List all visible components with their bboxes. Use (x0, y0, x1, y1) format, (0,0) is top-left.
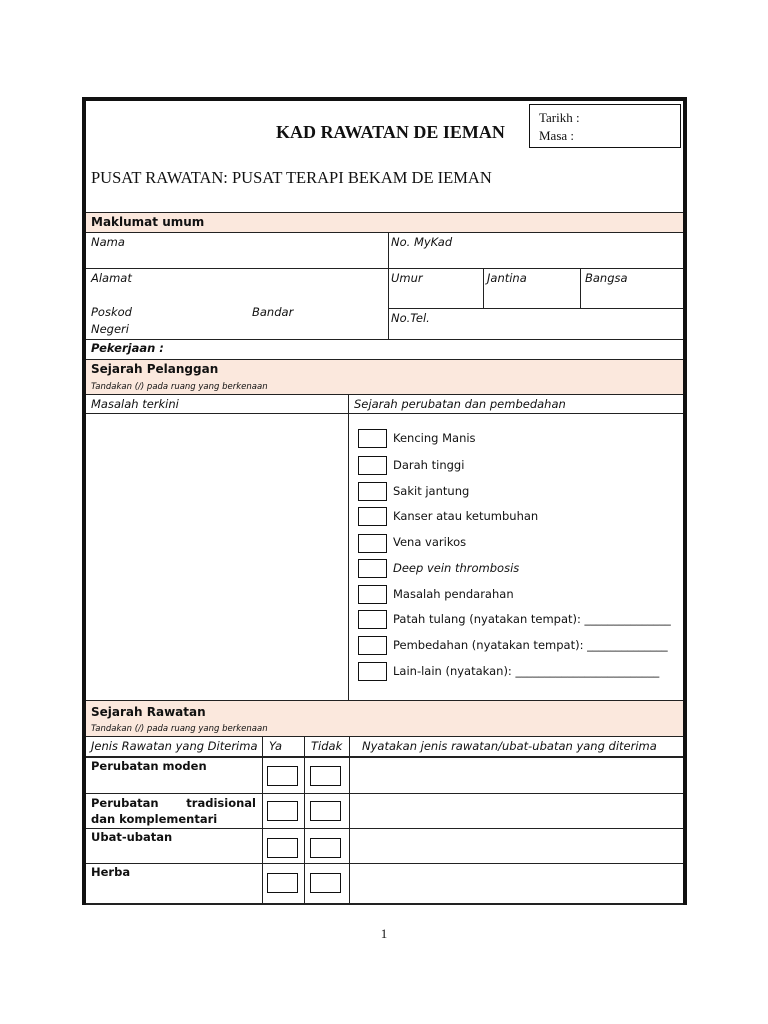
sejarah-pelanggan-note: Tandakan (/) pada ruang yang berkenaan (91, 382, 268, 392)
form-title: KAD RAWATAN DE IEMAN (276, 122, 505, 142)
checkbox-ubat-ya[interactable] (267, 838, 298, 858)
col-jenis-rawatan: Jenis Rawatan yang Diterima (91, 739, 258, 753)
pekerjaan-field[interactable]: Pekerjaan : (91, 341, 164, 355)
treatment-center: PUSAT RAWATAN: PUSAT TERAPI BEKAM DE IEMAN (91, 168, 492, 187)
checkbox-tradisional-ya[interactable] (267, 801, 298, 821)
tarikh-label[interactable]: Tarikh : (539, 110, 580, 125)
bandar-field[interactable]: Bandar (252, 305, 294, 319)
item-darah-tinggi: Darah tinggi (393, 458, 465, 472)
row-perubatan-moden: Perubatan moden (91, 759, 207, 773)
item-pembedahan: Pembedahan (nyatakan tempat): ______________ (393, 638, 668, 652)
bangsa-field[interactable]: Bangsa (585, 271, 628, 285)
checkbox-vena-varikos[interactable] (358, 534, 387, 553)
sejarah-rawatan-note: Tandakan (/) pada ruang yang berkenaan (91, 724, 268, 734)
col-ya: Ya (269, 739, 283, 753)
masa-label[interactable]: Masa : (539, 128, 575, 143)
item-patah-tulang: Patah tulang (nyatakan tempat): _______________ (393, 612, 671, 626)
checkbox-pembedahan[interactable] (358, 636, 387, 655)
page-number: 1 (380, 926, 388, 941)
item-dvt: Deep vein thrombosis (393, 561, 520, 575)
alamat-field[interactable]: Alamat (91, 271, 132, 285)
item-lain-lain: Lain-lain (nyatakan): _________________________ (393, 664, 660, 678)
jantina-field[interactable]: Jantina (487, 271, 527, 285)
checkbox-lain-lain[interactable] (358, 662, 387, 681)
checkbox-masalah-pendarahan[interactable] (358, 585, 387, 604)
poskod-field[interactable]: Poskod (91, 305, 132, 319)
checkbox-moden-ya[interactable] (267, 766, 298, 786)
checkbox-dvt[interactable] (358, 559, 387, 578)
item-masalah-pendarahan: Masalah pendarahan (393, 587, 514, 601)
maklumat-heading: Maklumat umum (91, 215, 205, 229)
col-nyatakan: Nyatakan jenis rawatan/ubat-ubatan yang diterima (362, 739, 657, 753)
checkbox-herba-tidak[interactable] (310, 873, 341, 893)
checkbox-sakit-jantung[interactable] (358, 482, 387, 501)
mykad-field[interactable]: No. MyKad (391, 235, 453, 249)
row-ubat-ubatan: Ubat-ubatan (91, 830, 173, 844)
checkbox-kanser[interactable] (358, 507, 387, 526)
checkbox-ubat-tidak[interactable] (310, 838, 341, 858)
checkbox-patah-tulang[interactable] (358, 610, 387, 629)
item-sakit-jantung: Sakit jantung (393, 484, 470, 498)
item-kanser: Kanser atau ketumbuhan (393, 509, 539, 523)
sejarah-perubatan-label: Sejarah perubatan dan pembedahan (354, 397, 566, 411)
nama-field[interactable]: Nama (91, 235, 125, 249)
checkbox-moden-tidak[interactable] (310, 766, 341, 786)
notel-field[interactable]: No.Tel. (391, 311, 430, 325)
col-tidak: Tidak (311, 739, 343, 753)
negeri-field[interactable]: Negeri (91, 322, 129, 336)
checkbox-kencing-manis[interactable] (358, 429, 387, 448)
row-herba: Herba (91, 865, 131, 879)
sejarah-rawatan-heading: Sejarah Rawatan (91, 705, 206, 719)
sejarah-pelanggan-heading: Sejarah Pelanggan (91, 362, 219, 376)
item-kencing-manis: Kencing Manis (393, 431, 476, 445)
masalah-terkini-label: Masalah terkini (91, 397, 179, 411)
checkbox-herba-ya[interactable] (267, 873, 298, 893)
checkbox-tradisional-tidak[interactable] (310, 801, 341, 821)
checkbox-darah-tinggi[interactable] (358, 456, 387, 475)
item-vena-varikos: Vena varikos (393, 535, 467, 549)
row-perubatan-tradisional: Perubatan tradisional dan komplementari (91, 796, 256, 826)
umur-field[interactable]: Umur (391, 271, 423, 285)
